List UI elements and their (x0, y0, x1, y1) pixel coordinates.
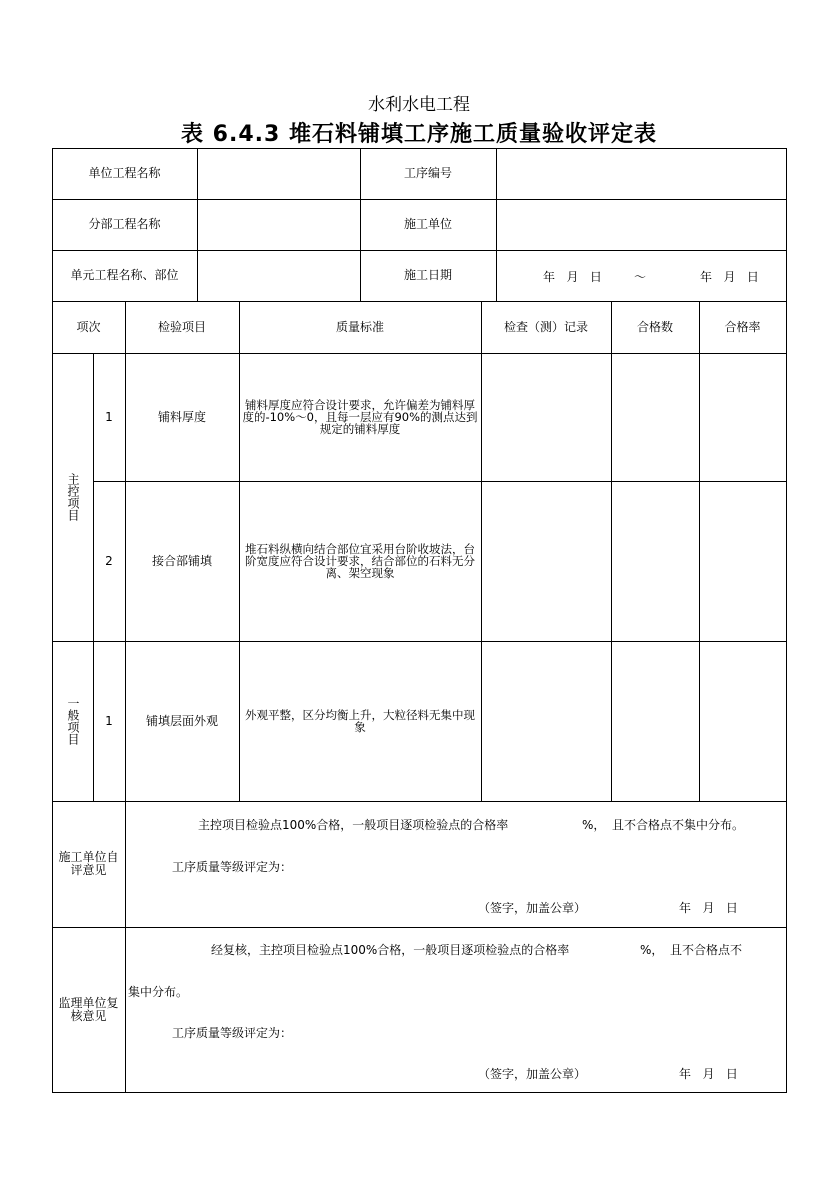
construction-date-label: 施工日期 (403, 268, 452, 282)
self-assessment-date: 年 月 日 (679, 901, 738, 915)
col-header-record: 检查（测）记录 (503, 319, 588, 334)
supervision-grade: 工序质量等级评定为： (172, 1026, 293, 1040)
main-item-1-record[interactable] (482, 354, 611, 481)
date-end[interactable]: 年 月 日 (700, 270, 759, 284)
col-header-quality-standard: 质量标准 (335, 319, 384, 334)
division-project-label: 分部工程名称 (88, 217, 161, 231)
general-item-1-name: 铺填层面外观 (145, 713, 218, 728)
general-label: 一般项目 (66, 697, 80, 745)
general-item-1-record[interactable] (482, 642, 611, 801)
row-divider (52, 801, 787, 802)
main-item-1-no: 1 (105, 409, 113, 424)
construction-unit-input[interactable] (497, 200, 786, 250)
supervision-line1-tail: 且不合格点不 (670, 943, 743, 957)
main-item-2-no: 2 (105, 553, 113, 568)
main-item-1-pass-rate[interactable] (700, 354, 786, 481)
unit-project-input[interactable] (198, 149, 360, 199)
main-control-label: 主控项目 (66, 473, 80, 521)
main-item-1-qualified-count[interactable] (612, 354, 699, 481)
supervision-percent: %， (640, 943, 664, 957)
division-project-input[interactable] (198, 200, 360, 250)
main-item-1-standard: 铺料厚度应符合设计要求，允许偏差为铺料厚度的-10%～0，且每一层应有90%的测点达到规定的铺料厚度 (242, 398, 478, 436)
general-item-1-pass-rate[interactable] (700, 642, 786, 801)
main-item-1-name: 铺料厚度 (157, 409, 206, 424)
supervision-label: 监理单位复核意见 (58, 995, 119, 1023)
subtitle: 水利水电工程 (368, 95, 470, 115)
row-divider (52, 927, 787, 928)
self-assessment-line1: 主控项目检验点100%合格，一般项目逐项检验点的合格率 (198, 818, 509, 832)
col-header-pass-rate: 合格率 (724, 319, 761, 334)
col-header-qualified-count: 合格数 (636, 319, 673, 334)
unit-project-label: 单位工程名称 (88, 166, 161, 180)
date-start[interactable]: 年 月 日 (543, 270, 602, 284)
supervision-sign: （签字，加盖公章） (478, 1067, 587, 1081)
process-no-label: 工序编号 (403, 166, 452, 180)
supervision-line2: 集中分布。 (128, 985, 189, 999)
general-label-cell (52, 641, 93, 801)
self-assessment-line1-tail: 且不合格点不集中分布。 (612, 818, 745, 832)
supervision-line1: 经复核，主控项目检验点100%合格，一般项目逐项检验点的合格率 (211, 943, 570, 957)
main-item-2-record[interactable] (482, 482, 611, 641)
main-control-label-cell (52, 353, 93, 641)
self-assessment-percent: %， (582, 818, 606, 832)
date-tilde: ～ (634, 270, 647, 284)
construction-unit-label: 施工单位 (403, 217, 452, 231)
col-header-inspection-item: 检验项目 (157, 319, 206, 334)
main-item-2-qualified-count[interactable] (612, 482, 699, 641)
main-item-2-standard: 堆石料纵横向结合部位宜采用台阶收坡法，台阶宽度应符合设计要求，结合部位的石料无分离、架空现象 (245, 542, 475, 580)
general-item-1-qualified-count[interactable] (612, 642, 699, 801)
self-assessment-sign: （签字，加盖公章） (478, 901, 587, 915)
main-item-2-name: 接合部铺填 (151, 553, 212, 568)
process-no-input[interactable] (497, 149, 786, 199)
element-project-label: 单元工程名称、部位 (70, 268, 179, 282)
self-assessment-grade: 工序质量等级评定为： (172, 860, 293, 874)
supervision-date: 年 月 日 (679, 1067, 738, 1081)
self-assessment-label: 施工单位自评意见 (58, 850, 119, 877)
element-project-input[interactable] (198, 251, 360, 301)
general-item-1-standard: 外观平整，区分均衡上升，大粒径料无集中现象 (245, 708, 475, 734)
general-item-1-no: 1 (105, 713, 113, 728)
page-title: 表 6.4.3 堆石料铺填工序施工质量验收评定表 (181, 122, 657, 147)
col-header-item-no: 项次 (76, 319, 101, 334)
main-item-2-pass-rate[interactable] (700, 482, 786, 641)
table-border-bottom (52, 1092, 787, 1093)
table-border-right (786, 148, 787, 1093)
